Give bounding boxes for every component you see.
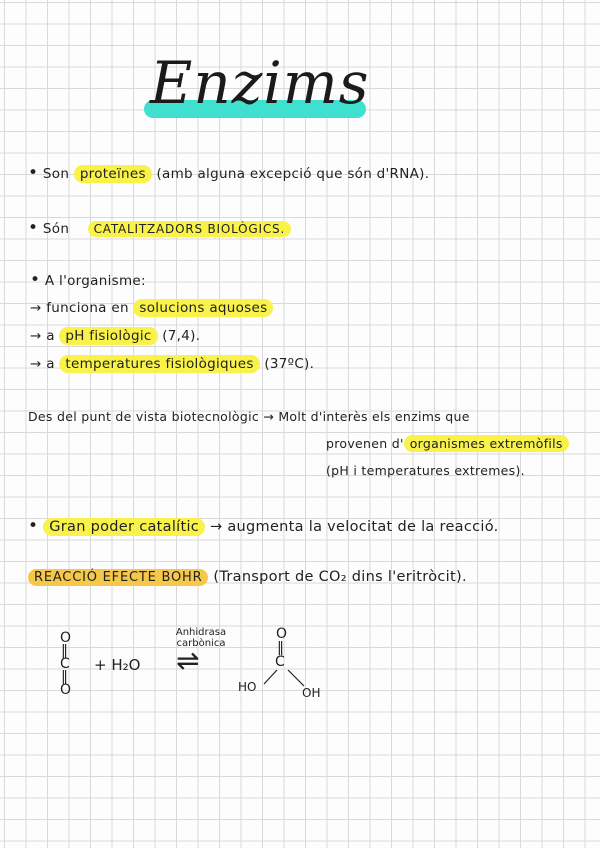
highlight-text: pH fisiològic — [59, 327, 157, 345]
acid-hydroxyl-left: HO — [238, 680, 257, 694]
acid-hydroxyl-right: OH — [302, 686, 321, 700]
arrow-icon: → — [30, 356, 42, 372]
water-reactant: + H₂O — [94, 656, 141, 674]
bullet: • — [28, 163, 39, 183]
text: Son — [42, 166, 70, 182]
text: funciona en — [46, 300, 129, 316]
text: (37ºC). — [264, 356, 315, 372]
text: Són — [42, 221, 70, 237]
acid-oxygen-top: O — [276, 626, 288, 642]
note-line-biotech — [28, 409, 470, 424]
bullet: • — [28, 218, 39, 238]
acid-carbon: C — [275, 654, 285, 670]
note-line-temperature — [30, 356, 314, 372]
bullet: • — [30, 270, 41, 290]
bullet: • — [28, 516, 39, 536]
note-line-catalysts — [28, 218, 291, 238]
note-line-extreme-conditions — [326, 463, 525, 478]
highlight-text: REACCIÓ EFECTE BOHR — [28, 569, 208, 586]
text: → augmenta la velocitat de la reacció. — [210, 519, 499, 535]
title-block — [140, 48, 370, 128]
note-line-solutions — [30, 300, 273, 316]
note-line-proteins — [28, 163, 429, 183]
highlight-text: CATALITZADORS BIOLÒGICS. — [88, 221, 291, 237]
co2-double-bond-bottom: ‖ — [61, 669, 68, 685]
co2-carbon: C — [60, 656, 70, 672]
highlight-text: temperatures fisiològiques — [59, 355, 259, 373]
arrow-icon: → — [30, 328, 42, 344]
note-line-ph — [30, 328, 200, 344]
co2-double-bond-top: ‖ — [61, 643, 68, 659]
text: a — [46, 356, 55, 372]
arrow-icon: → — [30, 300, 42, 316]
acid-double-bond: ‖ — [277, 640, 284, 656]
text: provenen d' — [326, 436, 404, 451]
text: (amb alguna excepció que són d'RNA). — [156, 166, 430, 182]
text: (7,4). — [162, 328, 201, 344]
enzyme-label-line1: Anhidrasa — [175, 627, 227, 638]
text: Des del punt de vista biotecnològic → Molt d'interès els enzims que — [28, 409, 470, 424]
page-title: Enzims — [150, 49, 370, 117]
note-line-organism — [30, 270, 146, 290]
text: a — [46, 328, 55, 344]
note-line-catalytic-power — [28, 516, 499, 536]
enzyme-label-line2: carbònica — [176, 638, 226, 649]
note-line-bohr-effect — [28, 569, 467, 585]
co2-oxygen-top: O — [60, 630, 72, 646]
equilibrium-arrows-icon: ⇌ — [176, 644, 200, 677]
co2-oxygen-bottom: O — [60, 682, 72, 698]
highlight-text: Gran poder catalític — [43, 518, 205, 536]
highlight-text: organismes extremòfils — [404, 435, 569, 452]
highlight-text: solucions aquoses — [133, 299, 273, 317]
text: A l'organisme: — [44, 273, 146, 289]
highlight-text: proteïnes — [74, 165, 152, 183]
note-line-extremophiles — [326, 436, 569, 451]
text: (pH i temperatures extremes). — [326, 463, 525, 478]
text: (Transport de CO₂ dins l'eritròcit). — [213, 569, 467, 585]
